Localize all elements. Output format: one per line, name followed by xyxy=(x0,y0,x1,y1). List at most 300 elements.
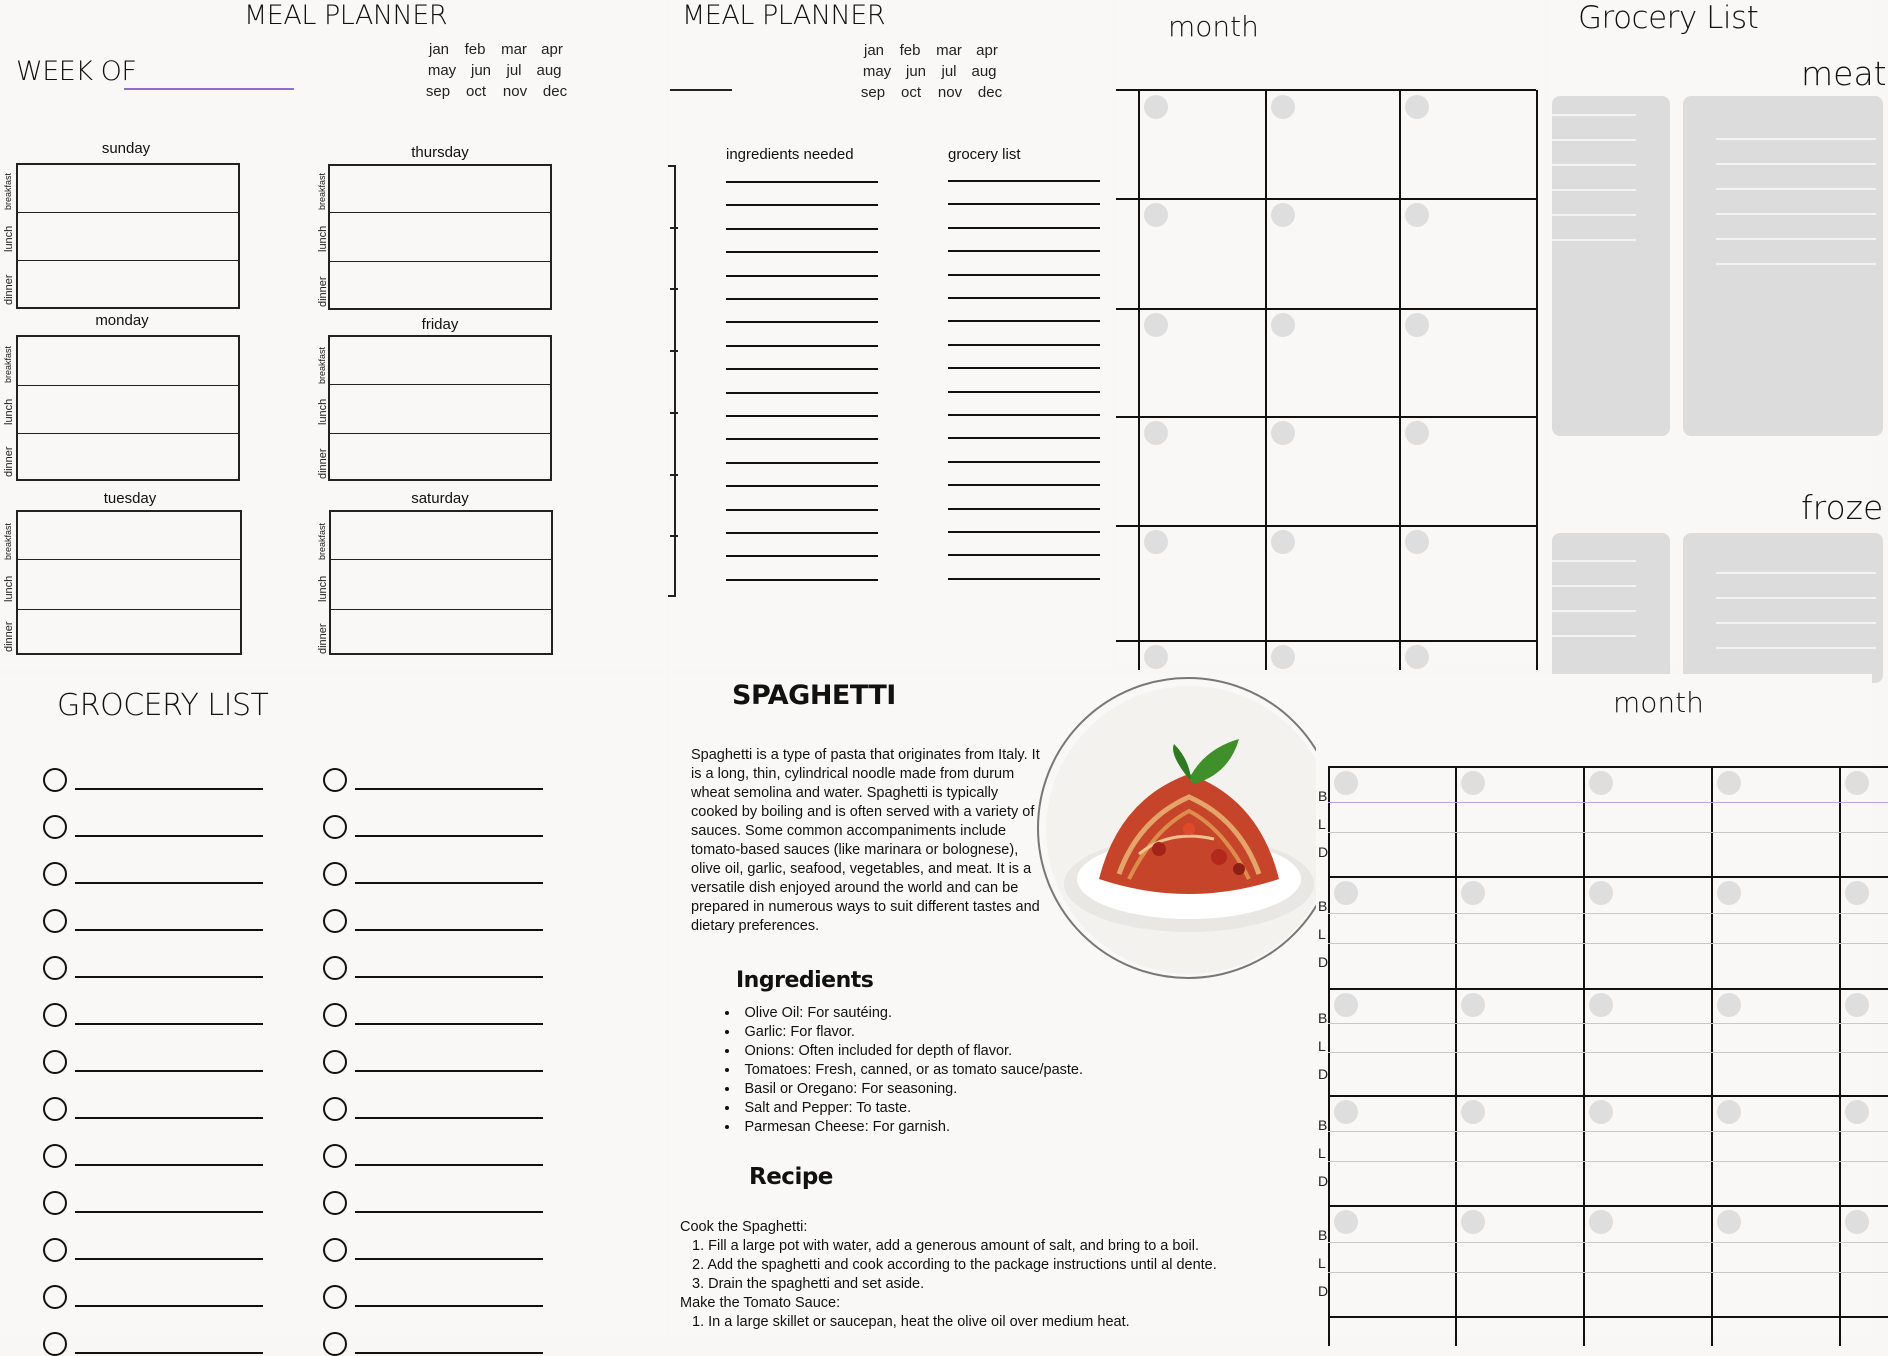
write-line[interactable] xyxy=(948,391,1100,393)
meal-label: lunch xyxy=(3,398,15,425)
checkbox-circle[interactable] xyxy=(43,1003,67,1027)
step-heading: Cook the Spaghetti: xyxy=(680,1219,808,1235)
write-line[interactable] xyxy=(948,484,1100,486)
date-dot xyxy=(1461,771,1485,795)
write-line[interactable] xyxy=(75,1023,263,1025)
date-dot xyxy=(1589,993,1613,1017)
grocery-panel-title: Grocery List xyxy=(1578,0,1759,36)
calendar-col-line xyxy=(1711,766,1713,1346)
write-line[interactable] xyxy=(355,1211,543,1213)
section-title: froze xyxy=(1801,488,1884,527)
month-option[interactable]: nov xyxy=(937,84,963,101)
checkbox-circle[interactable] xyxy=(323,862,347,886)
meal-label: lunch xyxy=(3,225,15,252)
checkbox-circle[interactable] xyxy=(43,1097,67,1121)
week-of-field[interactable] xyxy=(124,88,294,90)
entry-line xyxy=(1552,239,1636,241)
date-dot xyxy=(1717,993,1741,1017)
bracket-tick xyxy=(670,350,678,352)
day-box-tuesday[interactable] xyxy=(16,510,242,655)
list-item: • Parmesan Cheese: For garnish. xyxy=(725,1118,1083,1137)
step-item: 3. Drain the spaghetti and set aside. xyxy=(692,1276,925,1292)
entry-line xyxy=(1716,647,1876,649)
write-line[interactable] xyxy=(726,228,878,230)
meal-row-letter: L xyxy=(1318,1255,1326,1271)
column-header: grocery list xyxy=(948,146,1021,163)
write-line[interactable] xyxy=(726,415,878,417)
meal-row-letter: B xyxy=(1318,788,1328,804)
entry-line xyxy=(1552,585,1636,587)
write-line[interactable] xyxy=(75,835,263,837)
month-calendar-page xyxy=(1116,0,1544,665)
entry-line xyxy=(1716,163,1876,165)
meal-label: breakfast xyxy=(3,345,13,383)
month-option[interactable]: aug xyxy=(536,62,562,79)
calendar-title: month xyxy=(1613,686,1704,719)
date-dot xyxy=(1405,530,1429,554)
meal-label: breakfast xyxy=(3,522,13,560)
month-option[interactable]: jul xyxy=(506,62,522,79)
month-option[interactable]: dec xyxy=(977,84,1003,101)
checkbox-circle[interactable] xyxy=(323,1285,347,1309)
calendar-col-line xyxy=(1839,766,1841,1346)
meal-row-letter: D xyxy=(1318,954,1329,970)
entry-line xyxy=(1552,635,1636,637)
entry-column[interactable] xyxy=(1683,96,1883,436)
calendar-col-line xyxy=(1536,90,1538,670)
meal-row-line xyxy=(1328,802,1888,803)
write-line[interactable] xyxy=(75,976,263,978)
write-line[interactable] xyxy=(726,392,878,394)
date-dot xyxy=(1334,771,1358,795)
write-line[interactable] xyxy=(948,461,1100,463)
meal-label: dinner xyxy=(3,446,15,477)
calendar-col-line xyxy=(1265,90,1267,670)
calendar-row-line xyxy=(1116,525,1536,527)
calendar-title: month xyxy=(1168,10,1259,43)
entry-line xyxy=(1716,138,1876,140)
bracket-tick xyxy=(670,535,678,537)
write-line[interactable] xyxy=(355,1023,543,1025)
month-option[interactable]: mar xyxy=(501,41,527,58)
month-option[interactable]: sep xyxy=(860,84,886,101)
calendar-row-line xyxy=(1328,876,1888,878)
write-line[interactable] xyxy=(726,509,878,511)
checkbox-circle[interactable] xyxy=(43,1191,67,1215)
recipe-steps xyxy=(680,1218,1217,1332)
bracket-tick xyxy=(670,288,678,290)
calendar-row-line xyxy=(1116,640,1536,642)
checkbox-circle[interactable] xyxy=(43,956,67,980)
meal-row-letter: L xyxy=(1318,926,1326,942)
calendar-col-line xyxy=(1399,90,1401,670)
date-dot xyxy=(1271,203,1295,227)
write-line[interactable] xyxy=(948,414,1100,416)
ingredients-heading: Ingredients xyxy=(736,968,874,993)
list-item: • Onions: Often included for depth of flavor. xyxy=(725,1042,1083,1061)
recipe-title: SPAGHETTI xyxy=(732,680,896,711)
checkbox-circle[interactable] xyxy=(323,815,347,839)
entry-line xyxy=(1716,572,1876,574)
page-title: MEAL PLANNER xyxy=(244,0,448,31)
write-line[interactable] xyxy=(948,227,1100,229)
entry-line xyxy=(1552,189,1636,191)
month-option[interactable]: apr xyxy=(541,41,563,58)
date-dot xyxy=(1144,421,1168,445)
write-line[interactable] xyxy=(948,344,1100,346)
meal-label: lunch xyxy=(317,575,329,602)
write-line[interactable] xyxy=(355,1305,543,1307)
checkbox-column[interactable] xyxy=(1552,96,1670,436)
write-line[interactable] xyxy=(75,1164,263,1166)
day-box-sunday[interactable] xyxy=(16,163,240,309)
bracket-tick xyxy=(670,227,678,229)
recipe-description: Spaghetti is a type of pasta that originates from Italy. It is a long, thin, cylindrical noodle made from durum wheat semolina and water. Spaghetti is typically cooked by boiling and is often served with a variety of sauces. Some common accompaniments include tomato-based sauces (like marinara or bolognese), olive oil, garlic, seafood, vegetables, and meat. It is a versatile dish enjoyed around the world and can be prepared in numerous ways to suit different tastes and dietary preferences. xyxy=(691,747,1040,934)
date-dot xyxy=(1461,881,1485,905)
write-line[interactable] xyxy=(726,345,878,347)
list-item: • Olive Oil: For sautéing. xyxy=(725,1004,1083,1023)
date-dot xyxy=(1461,993,1485,1017)
calendar-row-line xyxy=(1328,1316,1888,1318)
meal-row-letter: B xyxy=(1318,1227,1328,1243)
spaghetti-plate-image xyxy=(1039,679,1341,981)
month-option[interactable]: jan xyxy=(428,41,450,58)
date-dot xyxy=(1461,1100,1485,1124)
write-line[interactable] xyxy=(948,554,1100,556)
calendar-row-line xyxy=(1328,1205,1888,1207)
write-line[interactable] xyxy=(355,835,543,837)
calendar-row-line xyxy=(1328,1095,1888,1097)
calendar-row-line xyxy=(1328,988,1888,990)
write-line[interactable] xyxy=(355,788,543,790)
date-dot xyxy=(1271,421,1295,445)
step-item: 1. In a large skillet or saucepan, heat the olive oil over medium heat. xyxy=(692,1314,1130,1330)
entry-line xyxy=(1716,238,1876,240)
day-box-monday[interactable] xyxy=(16,335,240,481)
day-label: sunday xyxy=(101,140,151,157)
recipe-photo xyxy=(1037,677,1339,979)
month-option[interactable]: jul xyxy=(941,63,957,80)
write-line[interactable] xyxy=(948,250,1100,252)
write-line[interactable] xyxy=(948,367,1100,369)
meal-row-line xyxy=(1328,1272,1888,1273)
meal-label: lunch xyxy=(317,398,329,425)
date-dot xyxy=(1334,993,1358,1017)
calendar-col-line xyxy=(1455,766,1457,1346)
meal-row-line xyxy=(1328,1242,1888,1243)
date-dot xyxy=(1144,95,1168,119)
meal-label: dinner xyxy=(317,276,329,307)
date-dot xyxy=(1144,313,1168,337)
grocery-list-title: GROCERY LIST xyxy=(57,688,269,723)
write-line[interactable] xyxy=(355,1117,543,1119)
recipe-heading: Recipe xyxy=(749,1164,833,1190)
write-line[interactable] xyxy=(726,462,878,464)
date-dot xyxy=(1334,881,1358,905)
checkbox-circle[interactable] xyxy=(323,1050,347,1074)
day-label: thursday xyxy=(411,144,469,161)
write-line[interactable] xyxy=(948,320,1100,322)
checkbox-circle[interactable] xyxy=(43,1285,67,1309)
column-header: ingredients needed xyxy=(726,146,854,163)
entry-line xyxy=(1716,263,1876,265)
write-line[interactable] xyxy=(948,203,1100,205)
checkbox-circle[interactable] xyxy=(323,1097,347,1121)
date-dot xyxy=(1589,881,1613,905)
checkbox-circle[interactable] xyxy=(323,909,347,933)
meal-row-line xyxy=(1328,943,1888,944)
meal-row-line xyxy=(1328,1131,1888,1132)
entry-line xyxy=(1552,214,1636,216)
month-option[interactable]: apr xyxy=(976,42,998,59)
meal-label: dinner xyxy=(3,621,15,652)
meal-label: lunch xyxy=(317,225,329,252)
checkbox-circle[interactable] xyxy=(323,1144,347,1168)
date-dot xyxy=(1271,645,1295,669)
meal-row-letter: B xyxy=(1318,898,1328,914)
entry-line xyxy=(1552,560,1636,562)
date-dot xyxy=(1461,1210,1485,1234)
write-line[interactable] xyxy=(355,1070,543,1072)
date-dot xyxy=(1717,881,1741,905)
write-line[interactable] xyxy=(726,204,878,206)
checkbox-circle[interactable] xyxy=(43,1238,67,1262)
calendar-col-line xyxy=(1328,766,1330,1346)
write-line[interactable] xyxy=(75,1258,263,1260)
write-line[interactable] xyxy=(948,180,1100,182)
write-line[interactable] xyxy=(726,485,878,487)
step-item: 2. Add the spaghetti and cook according to the package instructions until al dente. xyxy=(692,1257,1217,1273)
write-line[interactable] xyxy=(355,1352,543,1354)
checkbox-circle[interactable] xyxy=(323,1003,347,1027)
month-option[interactable]: aug xyxy=(971,63,997,80)
day-bracket xyxy=(668,165,676,597)
meal-row-letter: B xyxy=(1318,1117,1328,1133)
write-line[interactable] xyxy=(355,1164,543,1166)
month-option[interactable]: sep xyxy=(425,83,451,100)
checkbox-circle[interactable] xyxy=(43,862,67,886)
ingredients-list xyxy=(725,1004,1083,1137)
write-line[interactable] xyxy=(726,251,878,253)
calendar-row-line xyxy=(1116,198,1536,200)
meal-label: breakfast xyxy=(317,346,327,384)
write-line[interactable] xyxy=(75,788,263,790)
recipe-page xyxy=(670,674,1320,1336)
month-option[interactable]: oct xyxy=(465,83,486,100)
date-dot xyxy=(1405,203,1429,227)
grocery-panel-page xyxy=(1548,0,1887,665)
write-line[interactable] xyxy=(726,532,878,534)
month-option[interactable]: jan xyxy=(863,42,885,59)
date-dot xyxy=(1845,993,1869,1017)
step-heading: Make the Tomato Sauce: xyxy=(680,1295,841,1311)
meal-row-letter: D xyxy=(1318,1066,1329,1082)
month-option[interactable]: feb xyxy=(464,41,486,58)
write-line[interactable] xyxy=(75,1352,263,1354)
list-item: • Basil or Oregano: For seasoning. xyxy=(725,1080,1083,1099)
write-line[interactable] xyxy=(726,275,878,277)
meal-planner-page xyxy=(0,0,665,670)
meal-row-line xyxy=(1328,832,1888,833)
date-dot xyxy=(1405,95,1429,119)
list-item: • Salt and Pepper: To taste. xyxy=(725,1099,1083,1118)
date-dot xyxy=(1717,771,1741,795)
date-dot xyxy=(1845,771,1869,795)
calendar-row-line xyxy=(1116,416,1536,418)
meal-row-letter: D xyxy=(1318,844,1329,860)
write-line[interactable] xyxy=(726,368,878,370)
page-title: MEAL PLANNER xyxy=(682,0,886,31)
entry-line xyxy=(1716,622,1876,624)
meal-row-line xyxy=(1328,913,1888,914)
checkbox-circle[interactable] xyxy=(43,815,67,839)
meal-label: breakfast xyxy=(317,172,327,210)
month-option[interactable]: may xyxy=(862,63,892,80)
meal-row-letter: L xyxy=(1318,1145,1326,1161)
day-box-saturday[interactable] xyxy=(329,510,553,655)
meal-row-line xyxy=(1328,1023,1888,1024)
calendar-border xyxy=(1328,766,1888,768)
grocery-list-page xyxy=(0,674,665,1336)
write-line[interactable] xyxy=(948,578,1100,580)
entry-line xyxy=(1552,139,1636,141)
day-box-friday[interactable] xyxy=(328,335,552,481)
entry-line xyxy=(1716,597,1876,599)
write-line[interactable] xyxy=(355,882,543,884)
write-line[interactable] xyxy=(948,297,1100,299)
date-dot xyxy=(1271,95,1295,119)
meal-label: breakfast xyxy=(3,172,13,210)
write-line[interactable] xyxy=(726,181,878,183)
entry-line xyxy=(1552,114,1636,116)
date-dot xyxy=(1144,203,1168,227)
meal-label: dinner xyxy=(317,623,329,654)
bracket-tick xyxy=(670,474,678,476)
date-dot xyxy=(1845,1210,1869,1234)
write-line[interactable] xyxy=(355,976,543,978)
date-dot xyxy=(1271,313,1295,337)
meal-row-line xyxy=(1328,1052,1888,1053)
entry-line xyxy=(1716,213,1876,215)
date-dot xyxy=(1845,881,1869,905)
list-item: • Tomatoes: Fresh, canned, or as tomato sauce/paste. xyxy=(725,1061,1083,1080)
checkbox-circle[interactable] xyxy=(323,768,347,792)
checkbox-circle[interactable] xyxy=(43,909,67,933)
month-option[interactable]: oct xyxy=(900,84,921,101)
month-option[interactable]: feb xyxy=(899,42,921,59)
date-dot xyxy=(1271,530,1295,554)
write-line[interactable] xyxy=(75,1117,263,1119)
calendar-col-line xyxy=(1583,766,1585,1346)
step-item: 1. Fill a large pot with water, add a generous amount of salt, and bring to a boil. xyxy=(692,1238,1199,1254)
day-label: monday xyxy=(95,312,149,329)
date-dot xyxy=(1405,313,1429,337)
month-option[interactable]: mar xyxy=(936,42,962,59)
date-dot xyxy=(1144,530,1168,554)
write-line[interactable] xyxy=(75,1070,263,1072)
write-line[interactable] xyxy=(726,298,878,300)
meal-row-letter: L xyxy=(1318,816,1326,832)
checkbox-circle[interactable] xyxy=(323,956,347,980)
entry-line xyxy=(1552,610,1636,612)
month-option[interactable]: may xyxy=(427,62,457,79)
month-option[interactable]: nov xyxy=(502,83,528,100)
write-line[interactable] xyxy=(726,321,878,323)
list-item: • Garlic: For flavor. xyxy=(725,1023,1083,1042)
week-of-label: WEEK OF xyxy=(16,56,137,87)
meal-row-line xyxy=(1328,1161,1888,1162)
bracket-tick xyxy=(670,412,678,414)
checkbox-circle[interactable] xyxy=(43,768,67,792)
write-line[interactable] xyxy=(75,1211,263,1213)
checkbox-circle[interactable] xyxy=(43,1332,67,1356)
calendar-border xyxy=(1116,89,1536,91)
meal-label: breakfast xyxy=(317,522,327,560)
date-dot xyxy=(1717,1100,1741,1124)
checkbox-circle[interactable] xyxy=(323,1191,347,1215)
month-option[interactable]: dec xyxy=(542,83,568,100)
entry-column[interactable] xyxy=(1683,533,1883,683)
ingredients-page xyxy=(670,0,1112,670)
write-line[interactable] xyxy=(355,1258,543,1260)
checkbox-circle[interactable] xyxy=(43,1050,67,1074)
day-label: saturday xyxy=(411,490,469,507)
checkbox-circle[interactable] xyxy=(323,1238,347,1262)
write-line[interactable] xyxy=(948,274,1100,276)
calendar-col-line xyxy=(1138,90,1140,670)
date-dot xyxy=(1845,1100,1869,1124)
month-option[interactable]: jun xyxy=(470,62,492,79)
date-dot xyxy=(1589,1100,1613,1124)
day-box-thursday[interactable] xyxy=(328,164,552,310)
meal-label: lunch xyxy=(3,575,15,602)
entry-line xyxy=(1552,164,1636,166)
date-dot xyxy=(1717,1210,1741,1234)
write-line[interactable] xyxy=(75,1305,263,1307)
entry-line xyxy=(1716,188,1876,190)
date-dot xyxy=(1405,421,1429,445)
checkbox-column[interactable] xyxy=(1552,533,1670,683)
write-line[interactable] xyxy=(726,438,878,440)
write-line[interactable] xyxy=(75,882,263,884)
date-dot xyxy=(1144,645,1168,669)
month-calendar-bld-page xyxy=(1316,674,1872,1336)
write-line[interactable] xyxy=(948,508,1100,510)
write-line[interactable] xyxy=(726,555,878,557)
meal-label: dinner xyxy=(317,448,329,479)
meal-row-letter: D xyxy=(1318,1173,1329,1189)
meal-row-letter: B xyxy=(1318,1010,1328,1026)
write-line[interactable] xyxy=(948,531,1100,533)
write-line[interactable] xyxy=(726,579,878,581)
checkbox-circle[interactable] xyxy=(43,1144,67,1168)
checkbox-circle[interactable] xyxy=(323,1332,347,1356)
write-line[interactable] xyxy=(75,929,263,931)
day-label: tuesday xyxy=(103,490,157,507)
meal-row-letter: L xyxy=(1318,1038,1326,1054)
calendar-row-line xyxy=(1116,308,1536,310)
date-dot xyxy=(1334,1210,1358,1234)
meal-row-letter: D xyxy=(1318,1283,1329,1299)
date-dot xyxy=(1589,771,1613,795)
month-option[interactable]: jun xyxy=(905,63,927,80)
meal-label: dinner xyxy=(3,274,15,305)
week-of-field[interactable] xyxy=(670,89,732,91)
write-line[interactable] xyxy=(355,929,543,931)
date-dot xyxy=(1589,1210,1613,1234)
write-line[interactable] xyxy=(948,437,1100,439)
day-label: friday xyxy=(421,316,459,333)
